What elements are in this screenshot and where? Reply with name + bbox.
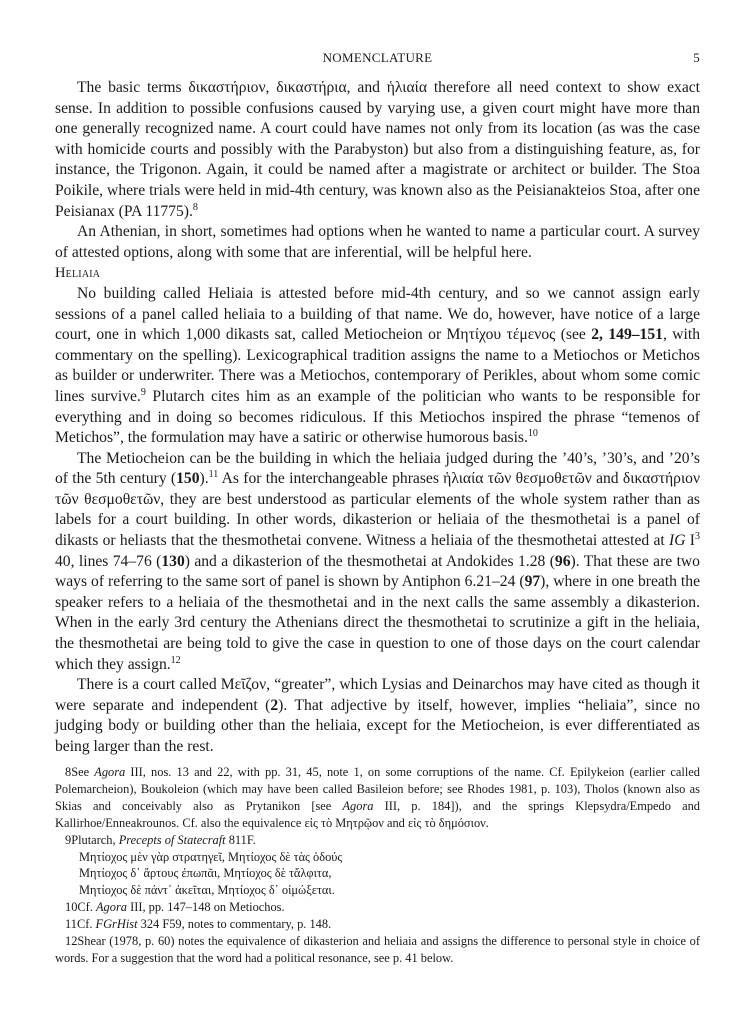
section-heading: Heliaia bbox=[55, 265, 101, 282]
paragraph-3: No building called Heliaia is attested before mid-4th century, and so we cannot assign early sessions of a panel called heliaia to a building of that name. We do, however, have notice of a large court, one in which 1,000 dikasts sat, called Metiocheion or Μητίχου τέμενος (see 2, 149–151, with commentary on the spelling). Lexicographical tradition assigns the name to a Metiochos or Metichos as builder or underwriter. There was a Metiochos, contemporary of Perikles, about whom some comic lines survive.$^9$ Plutarch cites him as an example of the politician who wants to be responsible for everything and in doing so becomes ridiculous. If this Metiochos inspired the phrase “temenos of Metichos”, the formulation may have a satiric or otherwise humorous basis.$^{10}$ bbox=[55, 284, 701, 447]
verse-line: Μητίοχος μὲν γὰρ στρατηγεῖ, Μητίοχος δὲ τὰς ὁδούς bbox=[79, 849, 343, 864]
document-ref: 130 bbox=[161, 552, 185, 570]
verse-line: Μητίοχος δ᾽ ἄρτους ἐπωπᾶι, Μητίοχος δὲ τἄλφιτα, bbox=[79, 866, 332, 881]
footnote-8: 8See Agora III, nos. 13 and 22, with pp. 31, 45, note 1, on some corruptions of the name. Cf. Epilykeion (earlier called Polemarcheion), Boukoleion (which may have been called Basileion before; see Rhodes 1981, p. 103), Tholos (known also as Skias and conceivably also as Prytanikon [see Agora III, p. 184]), and the springs Klepsydra/Empedo and Kallirhoe/Enneakrounos. Cf. also the equivalence εἰς τὸ Μητρῷον and εἰς τὸ δημόσιον. bbox=[55, 765, 700, 830]
footnote-ref[interactable]: 8 bbox=[192, 201, 198, 213]
footnotes bbox=[55, 764, 700, 967]
verse-line: Μητίοχος δὲ πάντ᾽ ἀκεῖται, Μητίοχος δ᾽ οἰμώξεται. bbox=[79, 883, 335, 898]
document-ref: 150 bbox=[176, 470, 200, 488]
paragraph-2: An Athenian, in short, sometimes had options when he wanted to name a particular court. A survey of attested options, along with some that are inferential, will be helpful here. bbox=[55, 223, 700, 261]
footnote-ref[interactable]: 12 bbox=[170, 654, 181, 666]
paragraph-5: There is a court called Μεῖζον, “greater”, which Lysias and Deinarchos may have cited as though it were separate and independent (2). That adjective by itself, however, implies “heliaia”, since no judging body or building other than the heliaia, except for the Metiocheion, is ever differentiated as being larger than the rest. bbox=[55, 676, 700, 755]
document-ref: 96 bbox=[554, 552, 571, 570]
footnote-10: 10Cf. Agora III, pp. 147–148 on Metiochos. bbox=[65, 900, 285, 915]
footnote-12: 12Shear (1978, p. 60) notes the equivalence of dikasterion and heliaia and assigns the difference to personal style in choice of words. For a suggestion that the word had a political resonance, see p. 41 below. bbox=[55, 934, 700, 965]
footnote-9: 9Plutarch, Precepts of Statecraft 811F. bbox=[65, 832, 256, 847]
footnote-ref[interactable]: 11 bbox=[208, 469, 219, 481]
footnote-ref[interactable]: 9 bbox=[140, 386, 146, 398]
document-ref: 2 bbox=[270, 696, 279, 714]
document-ref: 2, 149–151 bbox=[591, 326, 663, 344]
footnote-ref[interactable]: 10 bbox=[527, 427, 538, 439]
page-number: 5 bbox=[693, 50, 700, 65]
paragraph-1: The basic terms δικαστήριον, δικαστήρια, and ἡλιαία therefore all need context to show exact sense. In addition to possible confusions caused by varying use, a given court might have more than one generally recognized name. A court could have names not only from its location (as was the case with homicide courts and possibly with the Parabyston) but also from a distinguishing feature, as, for instance, the Trigonon. Again, it could be named after a magistrate or architect or builder. The Stoa Poikile, where trials were held in mid-4th century, was known also as the Peisianakteios Stoa, after one Peisianax (PA 11775).$^8$ bbox=[55, 79, 700, 220]
running-header bbox=[55, 50, 700, 70]
paragraph-4: The Metiocheion can be the building in which the heliaia judged during the ’40’s, ’30’s, and ’20’s of the 5th century (150).$^{11}$ As for the interchangeable phrases ἡλιαία τῶν θεσμοθετῶν and δικαστήριον τῶν θεσμοθετῶν, they are best understood as particular elements of the whole system rather than as labels for a court building. In other words, dikasterion or heliaia of the thesmothetai is a panel of dikasts or heliasts that the thesmothetai convene. Witness a heliaia of the thesmothetai attested at IG $I^3$ 40, lines 74–76 (130) and a dikasterion of the thesmothetai at Andokides 1.28 (96). That these are two ways of referring to the same sort of panel is shown by Antiphon 6.21–24 (97), where in one breath the speaker refers to a heliaia of the thesmothetai and in the next calls the same assembly a dikasterion. When in the early 3rd century the Athenians direct the thesmothetai to scrutinize a gift in the heliaia, the thesmothetai are being told to give the case in question to one of those days on the court calendar which they assign.$^{12}$ bbox=[55, 449, 700, 673]
footnote-11: 11Cf. FGrHist 324 F59, notes to commentary, p. 148. bbox=[65, 917, 332, 932]
inscription-ref: IG bbox=[669, 532, 686, 550]
main-text bbox=[55, 78, 700, 758]
document-ref: 97 bbox=[524, 573, 541, 591]
running-title: NOMENCLATURE bbox=[322, 50, 433, 65]
